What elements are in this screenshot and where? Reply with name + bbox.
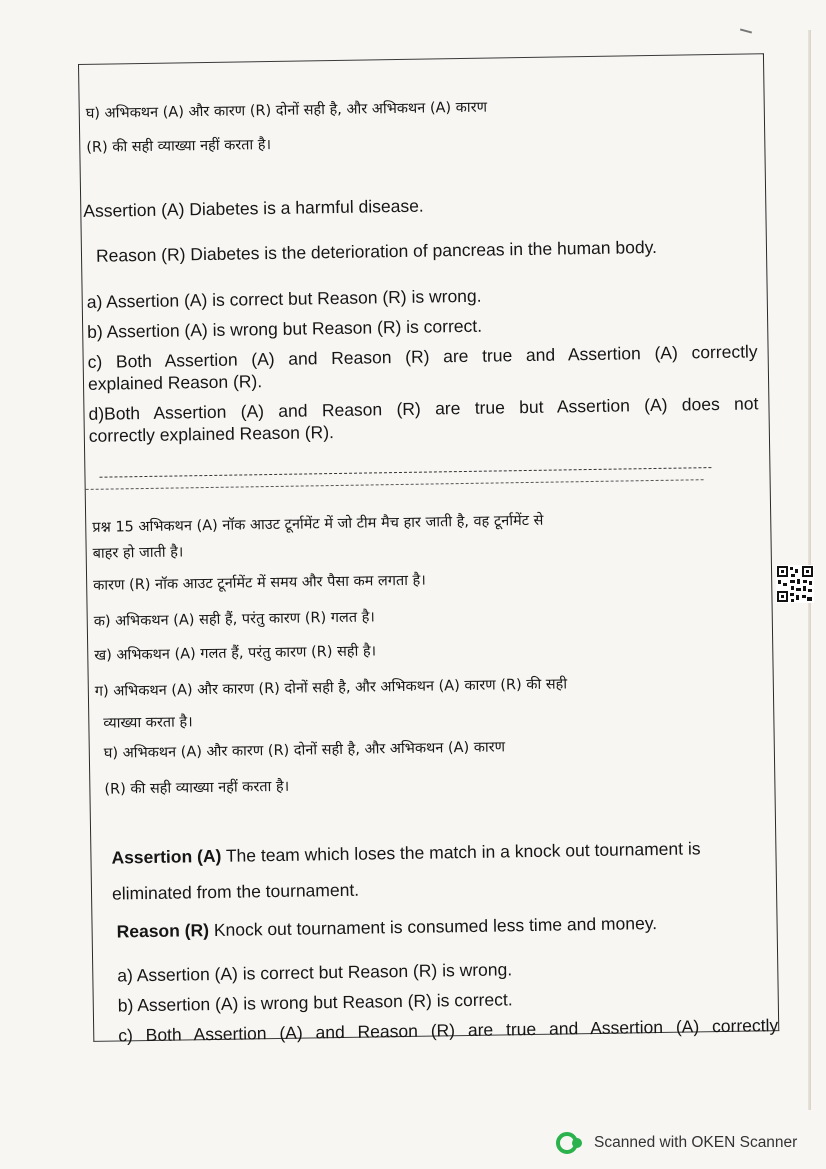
scanner-watermark [556, 1130, 797, 1156]
q15-hindi-reason: कारण (R) नॉक आउट टूर्नामेंट में समय और पैसा कम लगता है। [93, 572, 426, 594]
q15-option-b: b) Assertion (A) is wrong but Reason (R) is correct. [117, 989, 513, 1016]
scan-mark [740, 28, 752, 33]
q15-hindi-option-ga-line2: व्याख्या करता है। [103, 714, 193, 732]
q15-hindi-option-gha-line2: (R) की सही व्याख्या नहीं करता है। [104, 778, 290, 798]
q15-assertion-line2: eliminated from the tournament. [111, 879, 360, 904]
document-frame [78, 53, 779, 1046]
q15-hindi-assertion-line1: प्रश्न 15 अभिकथन (A) नॉक आउट टूर्नामेंट में जो टीम मैच हार जाती है, वह टूर्नामेंट से [92, 512, 544, 536]
oken-scanner-logo-icon [556, 1132, 586, 1154]
q15-hindi-assertion-line2: बाहर हो जाती है। [92, 544, 184, 562]
reason-diabetes: Reason (R) Diabetes is the deterioration of pancreas in the human body. [95, 236, 658, 266]
q15-option-a: a) Assertion (A) is correct but Reason (R) is wrong. [117, 959, 513, 986]
q15-assertion [111, 837, 700, 868]
option-d-line1: d)Both Assertion (A) and Reason (R) are true but Assertion (A) does not [88, 393, 759, 424]
scanner-text: Scanned with OKEN Scanner [594, 1134, 798, 1151]
option-c-line1: c) Both Assertion (A) and Reason (R) are true and Assertion (A) correctly [87, 341, 758, 372]
q15-hindi-option-ga-line1: ग) अभिकथन (A) और कारण (R) दोनों सही है, और अभिकथन (A) कारण (R) की सही [94, 676, 568, 700]
q15-hindi-option-kha: ख) अभिकथन (A) गलत हैं, परंतु कारण (R) सही है। [94, 643, 377, 664]
q15-option-c-line1: c) Both Assertion (A) and Reason (R) are true and Assertion (A) correctly [118, 1015, 779, 1046]
q15-reason-text: Knock out tournament is consumed less time and money. [208, 913, 658, 941]
option-a: a) Assertion (A) is correct but Reason (R) is wrong. [86, 285, 482, 312]
q15-hindi-option-gha-line1: घ) अभिकथन (A) और कारण (R) दोनों सही है, और अभिकथन (A) कारण [103, 739, 506, 762]
q15-hindi-option-ka: क) अभिकथन (A) सही हैं, परंतु कारण (R) गलत है। [93, 609, 375, 630]
q15-assertion-text: The team which loses the match in a knock out tournament is [221, 838, 701, 866]
hindi-option-d-line2: (R) की सही व्याख्या नहीं करता है। [86, 136, 272, 156]
dashed-divider-lower [86, 479, 704, 490]
q15-assertion-label: Assertion (A) [111, 845, 222, 868]
option-b: b) Assertion (A) is wrong but Reason (R) is correct. [87, 315, 483, 342]
assertion-diabetes: Assertion (A) Diabetes is a harmful disease. [83, 195, 424, 221]
option-c-line2: explained Reason (R). [87, 371, 263, 394]
qr-code-icon [776, 565, 814, 603]
dashed-divider [99, 467, 711, 478]
option-d-line2: correctly explained Reason (R). [88, 422, 335, 446]
hindi-option-d-line1: घ) अभिकथन (A) और कारण (R) दोनों सही है, और अभिकथन (A) कारण [85, 99, 488, 122]
q15-reason [116, 912, 657, 942]
q15-reason-label: Reason (R) [116, 920, 210, 942]
